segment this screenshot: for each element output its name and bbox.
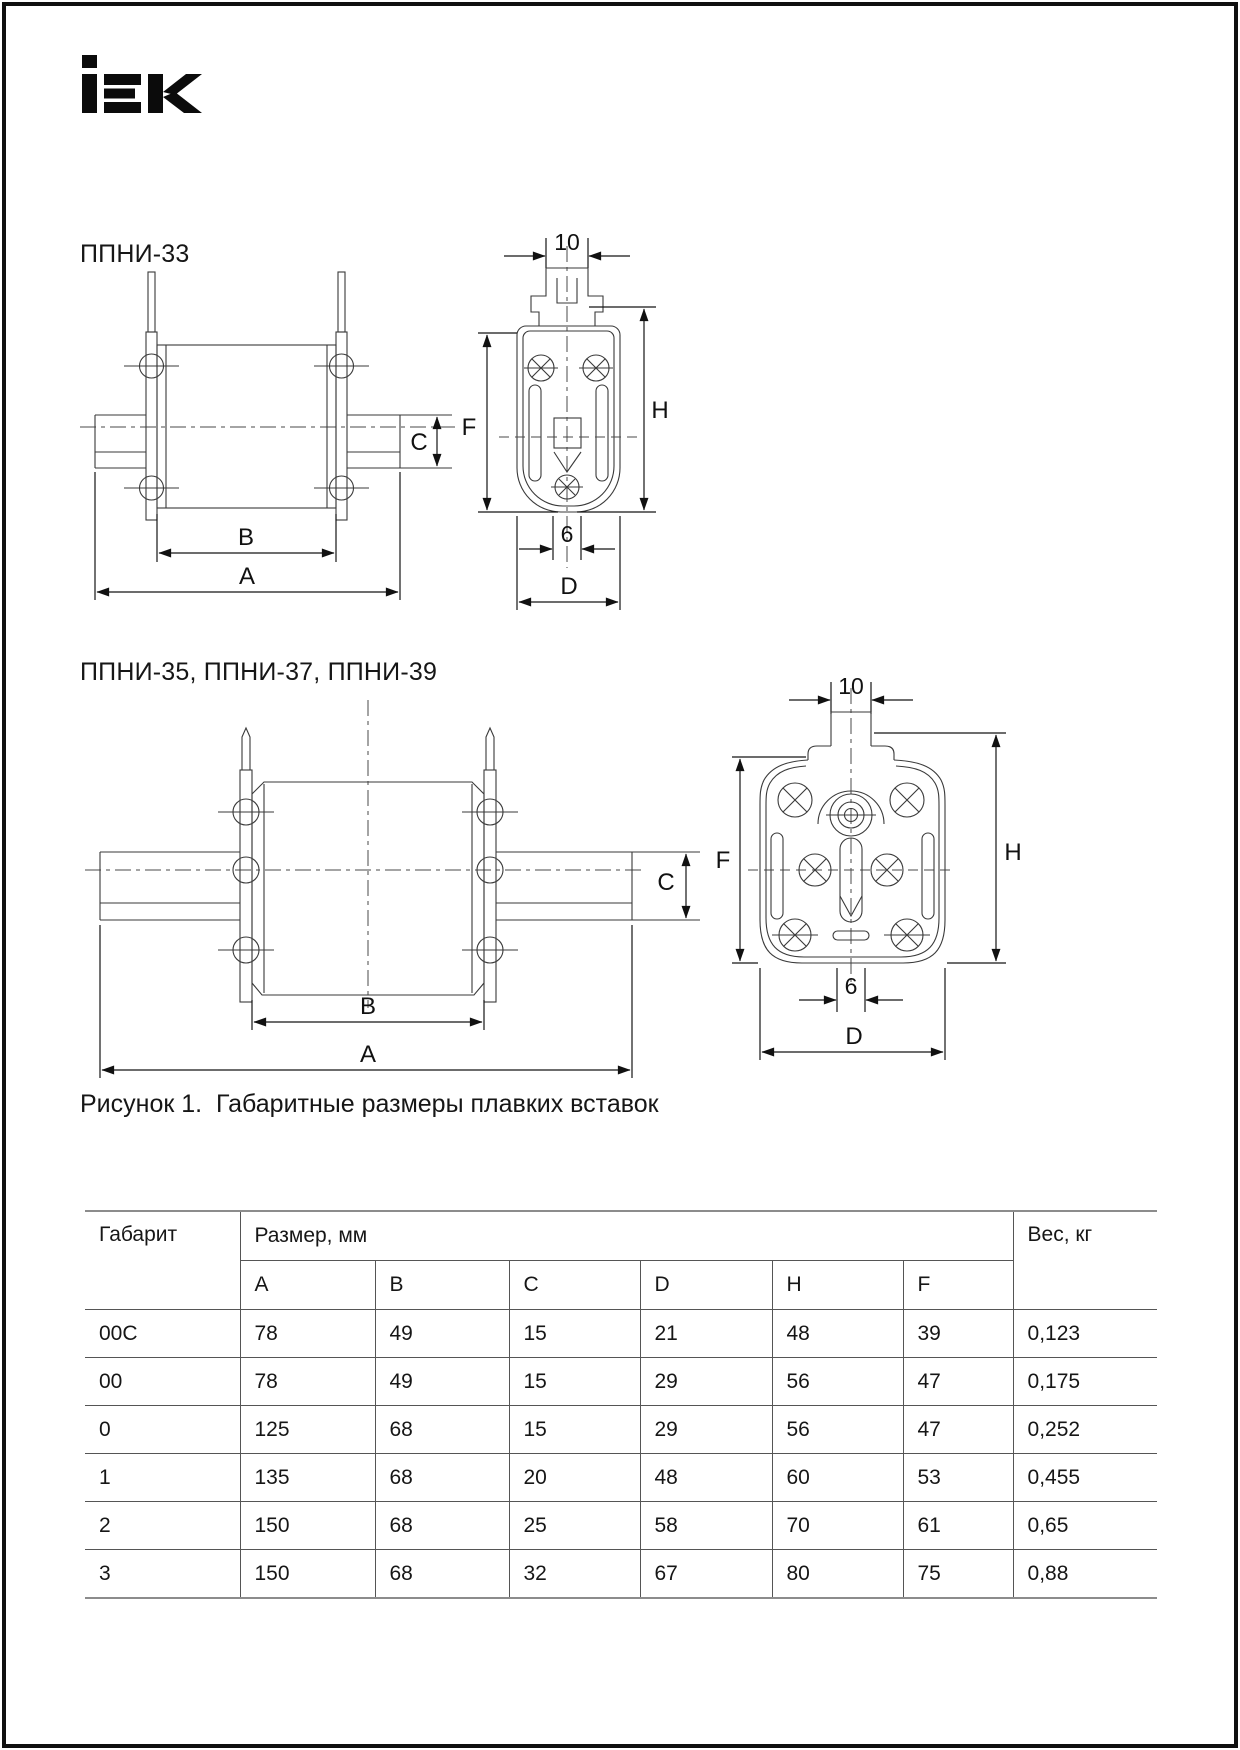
fig1-dim-b-label: B <box>237 524 255 551</box>
cell-a: 150 <box>240 1550 375 1599</box>
table-row <box>85 1550 1157 1599</box>
cell-h: 56 <box>772 1358 903 1406</box>
cell-b: 49 <box>375 1358 509 1406</box>
fig1-dim-a-label: A <box>238 563 256 590</box>
ppni33-drawing <box>70 225 670 625</box>
figure-caption: Рисунок 1. Габаритные размеры плавких вставок <box>80 1090 659 1118</box>
ppni33-end-view <box>462 229 669 610</box>
cell-d: 29 <box>640 1406 772 1454</box>
ppni35-37-39-drawing <box>70 640 1030 1090</box>
table-subheader-h: H <box>772 1261 903 1310</box>
cell-c: 20 <box>509 1454 640 1502</box>
cell-b: 68 <box>375 1454 509 1502</box>
cell-gabarit: 00 <box>85 1358 240 1406</box>
cell-c: 15 <box>509 1406 640 1454</box>
cell-weight: 0,455 <box>1013 1454 1157 1502</box>
table-row <box>85 1502 1157 1550</box>
table-row <box>85 1310 1157 1358</box>
figure1-title: ППНИ-33 <box>80 240 190 268</box>
cell-h: 70 <box>772 1502 903 1550</box>
ppni35-side-view <box>85 700 700 1078</box>
cell-gabarit: 1 <box>85 1454 240 1502</box>
cell-h: 48 <box>772 1310 903 1358</box>
table-subheader-c: C <box>509 1261 640 1310</box>
fig2-dim-10-label: 10 <box>838 673 864 699</box>
dimensions-table <box>85 1210 1157 1599</box>
table-header-size-group: Размер, мм <box>240 1211 1013 1261</box>
table-row <box>85 1406 1157 1454</box>
cell-weight: 0,175 <box>1013 1358 1157 1406</box>
cell-a: 125 <box>240 1406 375 1454</box>
cell-a: 135 <box>240 1454 375 1502</box>
cell-gabarit: 3 <box>85 1550 240 1599</box>
cell-b: 49 <box>375 1310 509 1358</box>
table-row <box>85 1358 1157 1406</box>
logo-letter-k-arm <box>163 92 202 113</box>
cell-f: 61 <box>903 1502 1013 1550</box>
cell-b: 68 <box>375 1406 509 1454</box>
cell-c: 15 <box>509 1310 640 1358</box>
cell-c: 32 <box>509 1550 640 1599</box>
cell-weight: 0,65 <box>1013 1502 1157 1550</box>
cell-a: 150 <box>240 1502 375 1550</box>
logo-letter-e-bar <box>104 102 141 113</box>
table-header-gabarit: Габарит <box>85 1211 240 1310</box>
cell-weight: 0,123 <box>1013 1310 1157 1358</box>
fig1-dim-10-label: 10 <box>554 229 580 255</box>
cell-weight: 0,252 <box>1013 1406 1157 1454</box>
fig2-dim-a-label: A <box>359 1041 377 1068</box>
cell-d: 58 <box>640 1502 772 1550</box>
cell-h: 56 <box>772 1406 903 1454</box>
ppni33-side-view <box>80 272 455 600</box>
cell-gabarit: 00C <box>85 1310 240 1358</box>
logo-letter-k-arm <box>163 74 202 95</box>
logo-letter-i-stem <box>82 74 97 113</box>
cell-d: 21 <box>640 1310 772 1358</box>
logo-letter-e-bar <box>104 89 135 99</box>
figure2-title: ППНИ-35, ППНИ-37, ППНИ-39 <box>80 658 438 686</box>
cell-weight: 0,88 <box>1013 1550 1157 1599</box>
cell-d: 48 <box>640 1454 772 1502</box>
cell-a: 78 <box>240 1358 375 1406</box>
logo-letter-i-dot <box>82 55 97 68</box>
table-subheader-d: D <box>640 1261 772 1310</box>
cell-f: 39 <box>903 1310 1013 1358</box>
iek-logo <box>82 55 202 113</box>
cell-c: 15 <box>509 1358 640 1406</box>
cell-h: 60 <box>772 1454 903 1502</box>
table-row <box>85 1454 1157 1502</box>
logo-letter-k-stem <box>148 74 163 113</box>
cell-gabarit: 2 <box>85 1502 240 1550</box>
fig2-dim-b-label: B <box>359 993 377 1020</box>
cell-a: 78 <box>240 1310 375 1358</box>
fig1-dim-6-label: 6 <box>560 521 574 547</box>
fig2-dim-d-label: D <box>845 1023 863 1050</box>
fig1-dim-f-label: F <box>461 414 477 441</box>
table-subheader-a: A <box>240 1261 375 1310</box>
cell-h: 80 <box>772 1550 903 1599</box>
fig2-dim-f-label: F <box>715 847 731 874</box>
table-subheader-b: B <box>375 1261 509 1310</box>
cell-c: 25 <box>509 1502 640 1550</box>
cell-b: 68 <box>375 1502 509 1550</box>
fig2-dim-c-label: C <box>657 869 675 896</box>
cell-d: 29 <box>640 1358 772 1406</box>
cell-f: 53 <box>903 1454 1013 1502</box>
fig1-dim-d-label: D <box>560 573 578 600</box>
table-subheader-f: F <box>903 1261 1013 1310</box>
cell-b: 68 <box>375 1550 509 1599</box>
fig2-dim-6-label: 6 <box>844 973 858 999</box>
cell-f: 47 <box>903 1406 1013 1454</box>
fig1-dim-c-label: C <box>410 429 428 456</box>
cell-gabarit: 0 <box>85 1406 240 1454</box>
cell-f: 75 <box>903 1550 1013 1599</box>
fig1-dim-h-label: H <box>651 397 669 424</box>
table-header-weight: Вес, кг <box>1027 1223 1093 1246</box>
cell-d: 67 <box>640 1550 772 1599</box>
fig2-dim-h-label: H <box>1004 839 1022 866</box>
cell-f: 47 <box>903 1358 1013 1406</box>
ppni35-end-view <box>716 673 1022 1060</box>
logo-letter-e-bar <box>104 74 141 85</box>
